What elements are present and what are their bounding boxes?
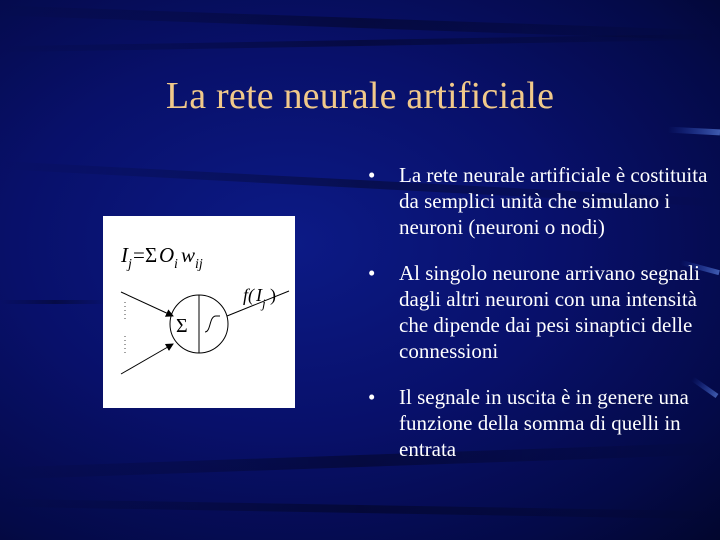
bullet-text: Il segnale in uscita è in genere una funzione della somma di quelli in entrata xyxy=(399,385,689,461)
slide-title: La rete neurale artificiale xyxy=(165,75,555,117)
bullet-text: Al singolo neurone arrivano segnali dagli altri neuroni con una intensità che dipende dai pesi sinaptici delle connessioni xyxy=(399,261,700,363)
bullet-list xyxy=(368,162,713,482)
formula-I: I xyxy=(121,243,128,267)
output-sub-j: j xyxy=(262,296,266,311)
neuron-diagram-svg xyxy=(103,216,295,408)
bullet-item xyxy=(368,384,713,462)
activation-function-icon xyxy=(205,316,220,332)
node-sum-symbol: Σ xyxy=(176,315,188,337)
bullet-item xyxy=(368,260,713,364)
formula-sigma: Σ xyxy=(145,243,158,267)
formula-O: O xyxy=(159,243,175,267)
input-connections xyxy=(121,292,173,374)
output-I: I xyxy=(256,285,262,305)
bullet-text: La rete neurale artificiale è costituita da semplici unità che simulano i neuroni (neuroni o nodi) xyxy=(399,163,708,239)
formula-sub-i: i xyxy=(174,257,178,272)
neuron-diagram xyxy=(103,216,295,408)
output-close: ) xyxy=(270,285,276,305)
formula-sub-j: j xyxy=(128,257,132,272)
output-f: f( xyxy=(243,285,254,305)
formula-sub-ij: ij xyxy=(195,257,203,272)
formula-w: w xyxy=(181,243,196,267)
formula-equals: = xyxy=(133,243,145,267)
bullet-item xyxy=(368,162,713,240)
bullet-marker: • xyxy=(368,261,376,285)
bullet-marker: • xyxy=(368,385,376,409)
bullet-marker: • xyxy=(368,163,376,187)
